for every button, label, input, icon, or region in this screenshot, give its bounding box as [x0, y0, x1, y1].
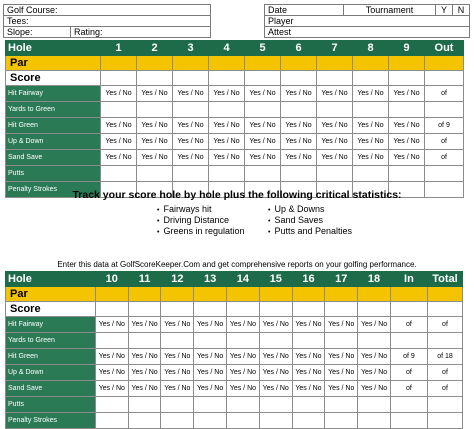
par-cell[interactable]: [317, 56, 353, 71]
bullet-item: • Greens in regulation: [157, 226, 245, 237]
hole-header-row: [6, 41, 464, 56]
stat-cell[interactable]: Yes / No: [101, 134, 137, 150]
stat-cell[interactable]: Yes / No: [161, 365, 194, 381]
stat-label: Up & Down: [6, 365, 96, 381]
par-cell[interactable]: [425, 56, 464, 71]
stat-cell[interactable]: [101, 166, 137, 182]
stat-cell[interactable]: Yes / No: [389, 150, 425, 166]
golf-course-field[interactable]: Golf Course:: [4, 5, 211, 16]
hole-number: Total: [427, 272, 462, 287]
score-cell[interactable]: [358, 302, 391, 317]
stat-cell[interactable]: [95, 397, 128, 413]
score-cell[interactable]: [389, 71, 425, 86]
stat-cell[interactable]: Yes / No: [325, 349, 358, 365]
hole-number: In: [390, 272, 427, 287]
stat-cell[interactable]: Yes / No: [259, 365, 292, 381]
par-cell[interactable]: [292, 287, 325, 302]
hole-number: 12: [161, 272, 194, 287]
stat-label: Up & Down: [6, 134, 101, 150]
stat-cell[interactable]: [161, 413, 194, 429]
stat-cell[interactable]: [173, 102, 209, 118]
course-info-table: [3, 4, 211, 38]
stat-label: Penalty Strokes: [6, 182, 101, 198]
par-cell[interactable]: [194, 287, 227, 302]
stat-cell[interactable]: [161, 397, 194, 413]
score-cell[interactable]: [425, 71, 464, 86]
stat-total-cell[interactable]: [427, 397, 462, 413]
stat-row: [6, 333, 463, 349]
score-label: Score: [6, 302, 96, 317]
stat-cell[interactable]: [292, 397, 325, 413]
stat-cell[interactable]: Yes / No: [281, 118, 317, 134]
stat-cell[interactable]: Yes / No: [209, 150, 245, 166]
stat-cell[interactable]: Yes / No: [281, 134, 317, 150]
stat-cell[interactable]: Yes / No: [389, 134, 425, 150]
score-row: [6, 71, 464, 86]
stat-cell[interactable]: Yes / No: [389, 118, 425, 134]
par-cell[interactable]: [358, 287, 391, 302]
stat-total-cell[interactable]: of 9: [390, 349, 427, 365]
stat-cell[interactable]: Yes / No: [259, 381, 292, 397]
par-cell[interactable]: [227, 287, 260, 302]
stat-cell[interactable]: [259, 413, 292, 429]
stat-cell[interactable]: [95, 413, 128, 429]
stat-total-cell[interactable]: of: [390, 365, 427, 381]
stat-total-cell[interactable]: of: [427, 381, 462, 397]
player-field[interactable]: Player: [265, 16, 470, 27]
stat-total-cell[interactable]: [425, 166, 464, 182]
par-row: [6, 56, 464, 71]
score-cell[interactable]: [101, 71, 137, 86]
stat-row: [6, 317, 463, 333]
score-cell[interactable]: [194, 302, 227, 317]
stat-cell[interactable]: [161, 333, 194, 349]
stat-cell[interactable]: Yes / No: [317, 134, 353, 150]
tournament-no[interactable]: N: [453, 5, 470, 16]
hole-label: Hole: [6, 272, 96, 287]
score-label: Score: [6, 71, 101, 86]
stat-total-cell[interactable]: of: [425, 134, 464, 150]
par-row: [6, 287, 463, 302]
front-nine-scorecard: [5, 40, 464, 198]
hole-number: 8: [353, 41, 389, 56]
stat-cell[interactable]: Yes / No: [227, 365, 260, 381]
round-info-table: [264, 4, 470, 38]
stat-cell[interactable]: [128, 333, 161, 349]
hole-number: 6: [281, 41, 317, 56]
stat-cell[interactable]: Yes / No: [209, 134, 245, 150]
stat-label: Yards to Green: [6, 333, 96, 349]
bullet-item: • Putts and Penalties: [268, 226, 352, 237]
stat-cell[interactable]: Yes / No: [353, 86, 389, 102]
par-cell[interactable]: [325, 287, 358, 302]
stat-total-cell[interactable]: of: [390, 381, 427, 397]
stat-cell[interactable]: Yes / No: [245, 150, 281, 166]
stat-cell[interactable]: [194, 413, 227, 429]
stat-cell[interactable]: [128, 413, 161, 429]
score-cell[interactable]: [245, 71, 281, 86]
stat-cell[interactable]: Yes / No: [137, 86, 173, 102]
website-note: Enter this data at GolfScoreKeeper.Com and get comprehensive reports on your golfing performance.: [57, 260, 417, 269]
bullet-item: • Sand Saves: [268, 215, 352, 226]
stat-cell[interactable]: [325, 413, 358, 429]
par-cell[interactable]: [259, 287, 292, 302]
stat-row: [6, 118, 464, 134]
score-cell[interactable]: [95, 302, 128, 317]
par-cell[interactable]: [427, 287, 462, 302]
par-cell[interactable]: [101, 56, 137, 71]
hole-number: 16: [292, 272, 325, 287]
par-cell[interactable]: [390, 287, 427, 302]
hole-number: 13: [194, 272, 227, 287]
stat-cell[interactable]: Yes / No: [259, 317, 292, 333]
stat-cell[interactable]: Yes / No: [95, 365, 128, 381]
stat-label: Hit Fairway: [6, 86, 101, 102]
score-cell[interactable]: [427, 302, 462, 317]
stat-cell[interactable]: [227, 413, 260, 429]
stat-cell[interactable]: Yes / No: [317, 86, 353, 102]
stat-row: [6, 365, 463, 381]
stat-cell[interactable]: [137, 102, 173, 118]
par-label: Par: [6, 287, 96, 302]
par-cell[interactable]: [173, 56, 209, 71]
stats-heading: Track your score hole by hole plus the following critical statistics:: [72, 189, 402, 201]
hole-number: 11: [128, 272, 161, 287]
par-cell[interactable]: [353, 56, 389, 71]
stat-label: Putts: [6, 397, 96, 413]
hole-number: 5: [245, 41, 281, 56]
stat-total-cell[interactable]: of 18: [427, 349, 462, 365]
score-cell[interactable]: [227, 302, 260, 317]
stat-cell[interactable]: [101, 102, 137, 118]
stat-total-cell[interactable]: [390, 413, 427, 429]
stat-cell[interactable]: Yes / No: [292, 365, 325, 381]
stat-cell[interactable]: Yes / No: [173, 86, 209, 102]
hole-number: 7: [317, 41, 353, 56]
stat-cell[interactable]: Yes / No: [137, 134, 173, 150]
stat-cell[interactable]: Yes / No: [292, 317, 325, 333]
stat-cell[interactable]: Yes / No: [292, 381, 325, 397]
stat-cell[interactable]: Yes / No: [209, 86, 245, 102]
stat-cell[interactable]: [317, 166, 353, 182]
stat-label: Putts: [6, 166, 101, 182]
stat-total-cell[interactable]: of: [390, 317, 427, 333]
stat-cell[interactable]: Yes / No: [353, 134, 389, 150]
score-cell[interactable]: [259, 302, 292, 317]
stat-cell[interactable]: Yes / No: [95, 349, 128, 365]
hole-header-row: [6, 272, 463, 287]
bullet-item: • Fairways hit: [157, 204, 245, 215]
score-cell[interactable]: [137, 71, 173, 86]
back-nine-scorecard: [5, 271, 463, 429]
hole-number: 2: [137, 41, 173, 56]
slope-field[interactable]: Slope:: [4, 27, 71, 38]
stat-cell[interactable]: Yes / No: [245, 118, 281, 134]
stat-row: [6, 134, 464, 150]
stat-row: [6, 166, 464, 182]
hole-number: Out: [425, 41, 464, 56]
score-cell[interactable]: [317, 71, 353, 86]
stat-cell[interactable]: [209, 102, 245, 118]
stat-cell[interactable]: Yes / No: [227, 317, 260, 333]
stat-total-cell[interactable]: [427, 333, 462, 349]
stat-cell[interactable]: [194, 333, 227, 349]
stat-cell[interactable]: [259, 333, 292, 349]
hole-number: 15: [259, 272, 292, 287]
stat-row: [6, 381, 463, 397]
hole-label: Hole: [6, 41, 101, 56]
stat-label: Penalty Strokes: [6, 413, 96, 429]
stat-label: Hit Green: [6, 118, 101, 134]
rating-field[interactable]: Rating:: [71, 27, 211, 38]
par-cell[interactable]: [245, 56, 281, 71]
stat-cell[interactable]: [353, 166, 389, 182]
stat-cell[interactable]: Yes / No: [259, 349, 292, 365]
stat-cell[interactable]: [95, 333, 128, 349]
hole-number: 1: [101, 41, 137, 56]
stat-cell[interactable]: Yes / No: [245, 86, 281, 102]
hole-number: 3: [173, 41, 209, 56]
stat-cell[interactable]: [281, 102, 317, 118]
par-cell[interactable]: [161, 287, 194, 302]
bullet-item: • Driving Distance: [157, 215, 245, 226]
stat-cell[interactable]: [137, 166, 173, 182]
par-cell[interactable]: [281, 56, 317, 71]
stat-cell[interactable]: Yes / No: [281, 86, 317, 102]
stat-cell[interactable]: Yes / No: [128, 349, 161, 365]
bullet-item: • Up & Downs: [268, 204, 352, 215]
tees-field[interactable]: Tees:: [4, 16, 211, 27]
stat-total-cell[interactable]: [427, 413, 462, 429]
stat-cell[interactable]: Yes / No: [137, 118, 173, 134]
stat-cell[interactable]: Yes / No: [358, 349, 391, 365]
stat-cell[interactable]: [358, 413, 391, 429]
stat-cell[interactable]: Yes / No: [281, 150, 317, 166]
stat-total-cell[interactable]: [390, 397, 427, 413]
stat-cell[interactable]: Yes / No: [325, 365, 358, 381]
stat-cell[interactable]: Yes / No: [227, 349, 260, 365]
stat-cell[interactable]: [389, 102, 425, 118]
stat-row: [6, 86, 464, 102]
stat-cell[interactable]: Yes / No: [161, 349, 194, 365]
score-cell[interactable]: [292, 302, 325, 317]
stat-label: Sand Save: [6, 381, 96, 397]
stat-total-cell[interactable]: of: [427, 365, 462, 381]
stat-cell[interactable]: Yes / No: [101, 86, 137, 102]
stat-cell[interactable]: Yes / No: [325, 381, 358, 397]
stat-cell[interactable]: Yes / No: [173, 118, 209, 134]
stat-cell[interactable]: Yes / No: [101, 150, 137, 166]
par-label: Par: [6, 56, 101, 71]
stat-cell[interactable]: Yes / No: [194, 317, 227, 333]
par-cell[interactable]: [209, 56, 245, 71]
par-cell[interactable]: [95, 287, 128, 302]
stat-cell[interactable]: Yes / No: [245, 134, 281, 150]
stat-row: [6, 397, 463, 413]
stat-label: Sand Save: [6, 150, 101, 166]
stat-cell[interactable]: [281, 166, 317, 182]
stat-cell[interactable]: Yes / No: [128, 365, 161, 381]
tournament-yes[interactable]: Y: [436, 5, 453, 16]
bullets-left: [157, 204, 245, 237]
stat-cell[interactable]: Yes / No: [194, 381, 227, 397]
stat-cell[interactable]: [358, 397, 391, 413]
stat-label: Yards to Green: [6, 102, 101, 118]
stat-total-cell[interactable]: [390, 333, 427, 349]
stat-cell[interactable]: Yes / No: [325, 317, 358, 333]
date-field[interactable]: Date: [265, 5, 344, 16]
stat-cell[interactable]: [194, 397, 227, 413]
score-cell[interactable]: [281, 71, 317, 86]
score-cell[interactable]: [390, 302, 427, 317]
stat-cell[interactable]: [325, 397, 358, 413]
stat-cell[interactable]: Yes / No: [95, 381, 128, 397]
stat-cell[interactable]: Yes / No: [95, 317, 128, 333]
par-cell[interactable]: [128, 287, 161, 302]
stat-cell[interactable]: Yes / No: [194, 349, 227, 365]
hole-number: 14: [227, 272, 260, 287]
hole-number: 9: [389, 41, 425, 56]
score-cell[interactable]: [173, 71, 209, 86]
stat-cell[interactable]: [259, 397, 292, 413]
stat-cell[interactable]: [173, 166, 209, 182]
stat-cell[interactable]: Yes / No: [358, 317, 391, 333]
stat-row: [6, 413, 463, 429]
stat-total-cell[interactable]: of: [427, 317, 462, 333]
stat-cell[interactable]: [128, 397, 161, 413]
score-cell[interactable]: [353, 71, 389, 86]
stat-total-cell[interactable]: of: [425, 86, 464, 102]
stat-total-cell[interactable]: of: [425, 150, 464, 166]
stat-cell[interactable]: Yes / No: [227, 381, 260, 397]
stat-cell[interactable]: [389, 166, 425, 182]
stat-cell[interactable]: [245, 166, 281, 182]
par-cell[interactable]: [389, 56, 425, 71]
stat-cell[interactable]: Yes / No: [209, 118, 245, 134]
stat-total-cell[interactable]: of 9: [425, 118, 464, 134]
stat-cell[interactable]: Yes / No: [292, 349, 325, 365]
stat-row: [6, 102, 464, 118]
hole-number: 10: [95, 272, 128, 287]
stat-cell[interactable]: [209, 166, 245, 182]
attest-field[interactable]: Attest: [265, 27, 470, 38]
score-cell[interactable]: [209, 71, 245, 86]
bullets-right: [268, 204, 352, 237]
stat-cell[interactable]: Yes / No: [128, 381, 161, 397]
stat-cell[interactable]: [245, 102, 281, 118]
stat-cell[interactable]: [292, 413, 325, 429]
stat-cell[interactable]: Yes / No: [173, 134, 209, 150]
hole-number: 4: [209, 41, 245, 56]
stat-cell[interactable]: [317, 102, 353, 118]
stat-cell[interactable]: Yes / No: [161, 317, 194, 333]
stat-total-cell[interactable]: [425, 102, 464, 118]
stat-cell[interactable]: [353, 102, 389, 118]
stat-cell[interactable]: Yes / No: [353, 118, 389, 134]
stat-label: Hit Green: [6, 349, 96, 365]
stat-cell[interactable]: Yes / No: [194, 365, 227, 381]
score-row: [6, 302, 463, 317]
stat-label: Hit Fairway: [6, 317, 96, 333]
score-cell[interactable]: [325, 302, 358, 317]
stat-row: [6, 150, 464, 166]
stat-cell[interactable]: Yes / No: [161, 381, 194, 397]
hole-number: 17: [325, 272, 358, 287]
tournament-label: Tournament: [344, 5, 436, 16]
stat-cell[interactable]: Yes / No: [137, 150, 173, 166]
stat-cell[interactable]: Yes / No: [101, 118, 137, 134]
stat-cell[interactable]: Yes / No: [353, 150, 389, 166]
stat-cell[interactable]: Yes / No: [358, 365, 391, 381]
stat-cell[interactable]: [325, 333, 358, 349]
stat-cell[interactable]: [292, 333, 325, 349]
stat-cell[interactable]: Yes / No: [128, 317, 161, 333]
stat-cell[interactable]: Yes / No: [173, 150, 209, 166]
stat-cell[interactable]: [227, 397, 260, 413]
stat-cell[interactable]: [227, 333, 260, 349]
score-cell[interactable]: [161, 302, 194, 317]
stat-cell[interactable]: [358, 333, 391, 349]
stat-cell[interactable]: Yes / No: [317, 118, 353, 134]
stat-row: [6, 349, 463, 365]
stat-cell[interactable]: Yes / No: [358, 381, 391, 397]
stat-cell[interactable]: Yes / No: [389, 86, 425, 102]
stat-cell[interactable]: Yes / No: [317, 150, 353, 166]
hole-number: 18: [358, 272, 391, 287]
score-cell[interactable]: [128, 302, 161, 317]
par-cell[interactable]: [137, 56, 173, 71]
